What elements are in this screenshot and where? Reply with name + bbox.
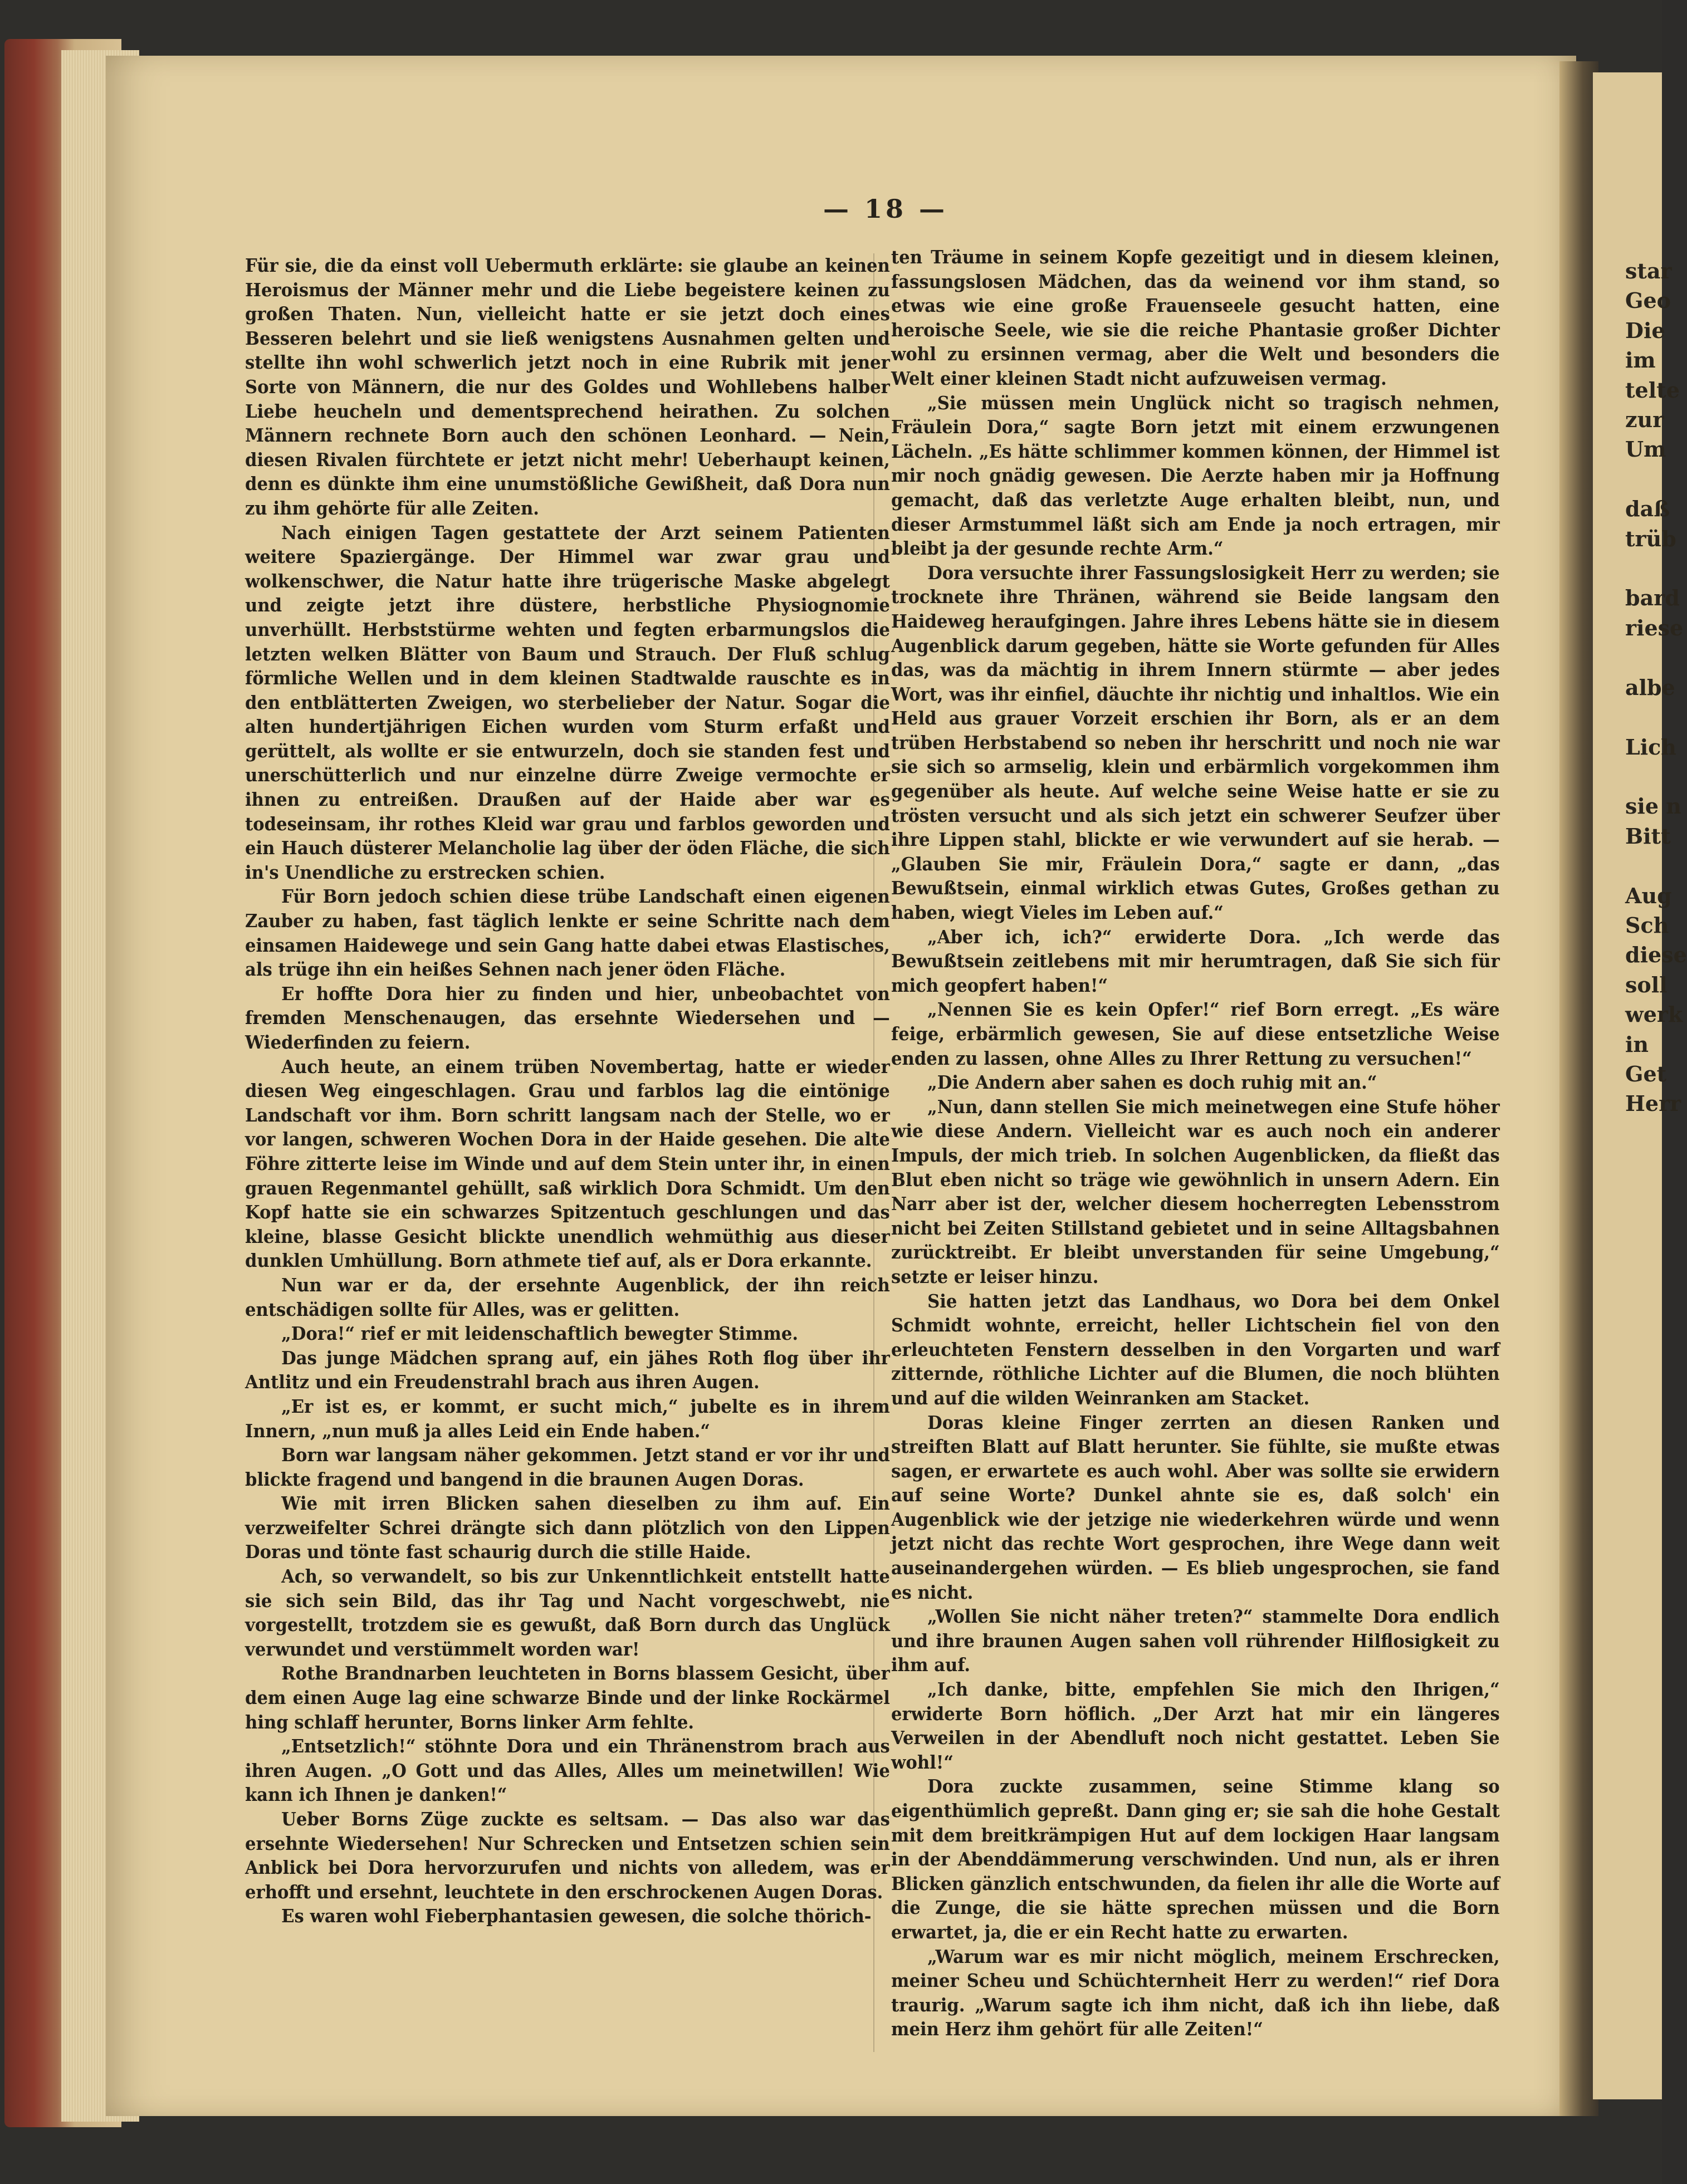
paragraph: Ach, so verwandelt, so bis zur Unkenntlichkeit entstellt hatte sie sich sein Bild, das ihr Tag und Nacht vorgeschwebt, nie vorgestellt, trotzdem sie es gewußt, daß Born durch das Unglück verwundet und verstümmelt worden war!	[245, 1565, 890, 1660]
facing-page-fragment	[1593, 72, 1687, 2099]
paragraph: Wie mit irren Blicken sahen dieselben zu ihm auf. Ein verzweifelter Schrei drängte sich dann plötzlich von den Lippen Doras und tönte fast schaurig durch die stille Haide.	[245, 1492, 890, 1563]
text-column-left	[245, 253, 890, 1928]
paragraph: „Warum war es mir nicht möglich, meinem Erschrecken, meiner Scheu und Schüchternheit Herr zu werden!“ rief Dora traurig. „Warum sagte ich ihm nicht, daß ich ihn liebe, daß mein Herz ihm gehört für alle Zeiten!“	[891, 1945, 1500, 2040]
paragraph: „Ich danke, bitte, empfehlen Sie mich den Ihrigen,“ erwiderte Born höflich. „Der Arzt hat mir ein längeres Verweilen in der Abendluft noch nicht gestattet. Leben Sie wohl!“	[891, 1678, 1500, 1773]
paragraph: Das junge Mädchen sprang auf, ein jähes Roth flog über ihr Antlitz und ein Freudenstrahl brach aus ihren Augen.	[245, 1346, 890, 1393]
facing-page-text: star Geo Die im telte zur Um daß trüb bard riese albe Lich sie n Bitt Aug Sch diese soll werk in Get Herr	[1625, 258, 1687, 1117]
paragraph: ten Träume in seinem Kopfe gezeitigt und in diesem kleinen, fassungslosen Mädchen, das da weinend vor ihm stand, so etwas wie eine große Frauenseele gesucht hatten, eine heroische Seele, wie sie die reiche Phantasie großer Dichter wohl zu ersinnen vermag, aber die Welt und besonders die Welt einer kleinen Stadt nicht aufzuweisen vermag.	[891, 246, 1500, 389]
paragraph: „Nennen Sie es kein Opfer!“ rief Born erregt. „Es wäre feige, erbärmlich gewesen, Sie auf diese entsetzliche Weise enden zu lassen, ohne Alles zu Ihrer Rettung zu versuchen!“	[891, 998, 1500, 1069]
paragraph: Es waren wohl Fieberphantasien gewesen, die solche thörich-	[281, 1905, 872, 1927]
paragraph: Ueber Borns Züge zuckte es seltsam. — Das also war das ersehnte Wiedersehen! Nur Schrecken und Entsetzen schien sein Anblick bei Dora hervorzurufen und nichts von alledem, was er erhofft und ersehnt, leuchtete in den erschrockenen Augen Doras.	[245, 1808, 890, 1903]
paragraph: Er hoffte Dora hier zu finden und hier, unbeobachtet von fremden Menschenaugen, das ersehnte Wiedersehen und — Wiederfinden zu feiern.	[245, 982, 890, 1053]
paragraph: „Die Andern aber sahen es doch ruhig mit an.“	[927, 1071, 1377, 1094]
paragraph: Für Born jedoch schien diese trübe Landschaft einen eigenen Zauber zu haben, fast täglich lenkte er seine Schritte nach dem einsamen Haidewege und sein Gang hatte dabei etwas Elastisches, als trüge ihn ein heißes Sehnen nach jener öden Fläche.	[245, 885, 890, 981]
paragraph: Rothe Brandnarben leuchteten in Borns blassem Gesicht, über dem einen Auge lag eine schwarze Binde und der linke Rockärmel hing schlaff herunter, Borns linker Arm fehlte.	[245, 1662, 890, 1733]
paragraph: Dora versuchte ihrer Fassungslosigkeit Herr zu werden; sie trocknete ihre Thränen, während sie Beide langsam den Haideweg heraufgingen. Jahre ihres Lebens hätte sie in diesem Augenblick darum gegeben, hätte sie Worte gefunden für Alles das, was da mächtig in ihrem Innern stürmte — aber jedes Wort, was ihr einfiel, däuchte ihr nichtig und inhaltlos. Wie ein Held aus grauer Vorzeit erschien ihr Born, als er an dem trüben Herbstabend so neben ihr herschritt und noch nie war sie sich so armselig, klein und erbärmlich vorgekommen ihm gegenüber als heute. Auf welche seine Weise hatte er sie zu trösten versucht und als sich jetzt ein schwerer Seufzer über ihre Lippen stahl, blickte er wie verwundert auf sie herab. — „Glauben Sie mir, Fräulein Dora,“ sagte er dann, „das Bewußtsein, einmal wirklich etwas Gutes, Großes gethan zu haben, wiegt Vieles im Leben auf.“	[891, 561, 1500, 924]
paragraph: Auch heute, an einem trüben Novembertag, hatte er wieder diesen Weg eingeschlagen. Grau und farblos lag die eintönige Landschaft vor ihm. Born schritt langsam nach der Stelle, wo er vor langen, schweren Wochen Dora in der Haide gesehen. Die alte Föhre zitterte leise im Winde und auf dem Stein unter ihr, in einen grauen Regenmantel gehüllt, saß wirklich Dora Schmidt. Um den Kopf hatte sie ein schwarzes Spitzentuch geschlungen und das kleine, blasse Gesicht blickte unendlich wehmüthig aus dieser dunklen Umhüllung. Born athmete tief auf, als er Dora erkannte.	[245, 1055, 890, 1272]
paragraph: Sie hatten jetzt das Landhaus, wo Dora bei dem Onkel Schmidt wohnte, erreicht, heller Lichtschein fiel von den erleuchteten Fenstern desselben in den Vorgarten und warf zitternde, röthliche Lichter auf die Blumen, die noch blühten und auf die wilden Weinranken am Stacket.	[891, 1290, 1500, 1409]
paragraph: „Entsetzlich!“ stöhnte Dora und ein Thränenstrom brach aus ihren Augen. „O Gott und das Alles, Alles um meinetwillen! Wie kann ich Ihnen je danken!“	[245, 1735, 890, 1806]
text-column-right	[891, 245, 1500, 2041]
paragraph: Born war langsam näher gekommen. Jetzt stand er vor ihr und blickte fragend und bangend in die braunen Augen Doras.	[245, 1444, 890, 1490]
page-number: — 18 —	[823, 194, 948, 224]
paragraph: „Dora!“ rief er mit leidenschaftlich bewegter Stimme.	[281, 1323, 799, 1345]
paragraph: Dora zuckte zusammen, seine Stimme klang so eigenthümlich gepreßt. Dann ging er; sie sah die hohe Gestalt mit dem breitkrämpigen Hut auf dem lockigen Haar langsam in der Abenddämmerung verschwinden. Und nun, als er ihren Blicken gänzlich entschwunden, da fielen ihr alle die Worte auf die Zunge, die sie hätte sprechen müssen und die Born erwartet, ja, die er ein Recht hatte zu erwarten.	[891, 1775, 1500, 1943]
paragraph: „Wollen Sie nicht näher treten?“ stammelte Dora endlich und ihre braunen Augen sahen voll rührender Hilflosigkeit zu ihm auf.	[891, 1605, 1500, 1676]
paragraph: Für sie, die da einst voll Uebermuth erklärte: sie glaube an keinen Heroismus der Männer mehr und die Liebe begeisterе keinen zu großen Thaten. Nun, vielleicht hatte er sie jetzt doch eines Besseren belehrt und sie ließ wenigstens Ausnahmen gelten und stellte ihn wohl schwerlich jetzt noch in eine Rubrik mit jener Sorte von Männern, die nur des Goldes und Wohllebens halber Liebe heucheln und dementsprechend heirathen. Zu solchen Männern rechnete Born auch den schönen Leonhard. — Nein, diesen Rivalen fürchtete er jetzt nicht mehr! Ueberhaupt keinen, denn es dünkte ihm eine unumstößliche Gewißheit, daß Dora nun zu ihm gehörte für alle Zeiten.	[245, 254, 890, 519]
paragraph: „Nun, dann stellen Sie mich meinetwegen eine Stufe höher wie diese Andern. Vielleicht war es auch noch ein anderer Impuls, der mich trieb. In solchen Augenblicken, da fließt das Blut eben nicht so träge wie gewöhnlich in unsern Adern. Ein Narr aber ist der, welcher diesem hocherregten Lebensstrom nicht bei Zeiten Stillstand gebietet und in seine Alltagsbahnen zurücktreibt. Er bleibt unverstanden für seine Umgebung,“ setzte er leiser hinzu.	[891, 1095, 1500, 1287]
paragraph: Doras kleine Finger zerrten an diesen Ranken und streiften Blatt auf Blatt herunter. Sie fühlte, sie mußte etwas sagen, er erwartete es auch wohl. Aber was sollte sie erwidern auf seine Worte? Dunkel ahnte sie es, daß solch' ein Augenblick wie der jetzige nie wiederkehren würde und wenn jetzt nicht das rechte Wort gesprochen, ihre Wege dann weit auseinandergehen würden. — Es blieb ungesprochen, sie fand es nicht.	[891, 1411, 1500, 1603]
paragraph: Nach einigen Tagen gestattete der Arzt seinem Patienten weitere Spaziergänge. Der Himmel war zwar grau und wolkenschwer, die Natur hatte ihre trügerische Maske abgelegt und zeigte jetzt ihre düstere, herbstliche Physiognomie unverhüllt. Herbststürme wehten und fegten erbarmungslos die letzten welken Blätter von Baum und Strauch. Der Fluß schlug förmliche Wellen und in dem kleinen Stadtwalde rauschte es in den entblätterten Zweigen, wo sterbelieber der Natur. Sogar die alten hundertjährigen Eichen wurden vom Sturm erfaßt und gerüttelt, als wollte er sie entwurzeln, doch sie standen fest und unerschütterlich und nur einzelne dürre Zweige vermochte er ihnen zu entreißen. Draußen auf der Haide aber war es todeseinsam, ihr rothes Kleid war grau und farblos geworden und ein Hauch düsterer Melancholie lag über der öden Fläche, die sich in's Unendliche zu erstrecken schien.	[245, 521, 890, 883]
paragraph: „Aber ich, ich?“ erwiderte Dora. „Ich werde das Bewußtsein zeitlebens mit mir herumtragen, daß Sie sich für mich geopfert haben!“	[891, 925, 1500, 996]
paragraph: „Er ist es, er kommt, er sucht mich,“ jubelte es in ihrem Innern, „nun muß ja alles Leid ein Ende haben.“	[245, 1395, 890, 1442]
paragraph: „Sie müssen mein Unglück nicht so tragisch nehmen, Fräulein Dora,“ sagte Born jetzt mit einem erzwungenen Lächeln. „Es hätte schlimmer kommen können, der Himmel ist mir noch gnädig gewesen. Die Aerzte haben mir ja Hoffnung gemacht, daß das verletzte Auge erhalten bleibt, nun, und dieser Armstummel läßt sich am Ende ja noch ertragen, mir bleibt ja der gesunde rechte Arm.“	[891, 391, 1500, 560]
paragraph: Nun war er da, der ersehnte Augenblick, der ihn reich entschädigen sollte für Alles, was er gelitten.	[245, 1274, 890, 1320]
